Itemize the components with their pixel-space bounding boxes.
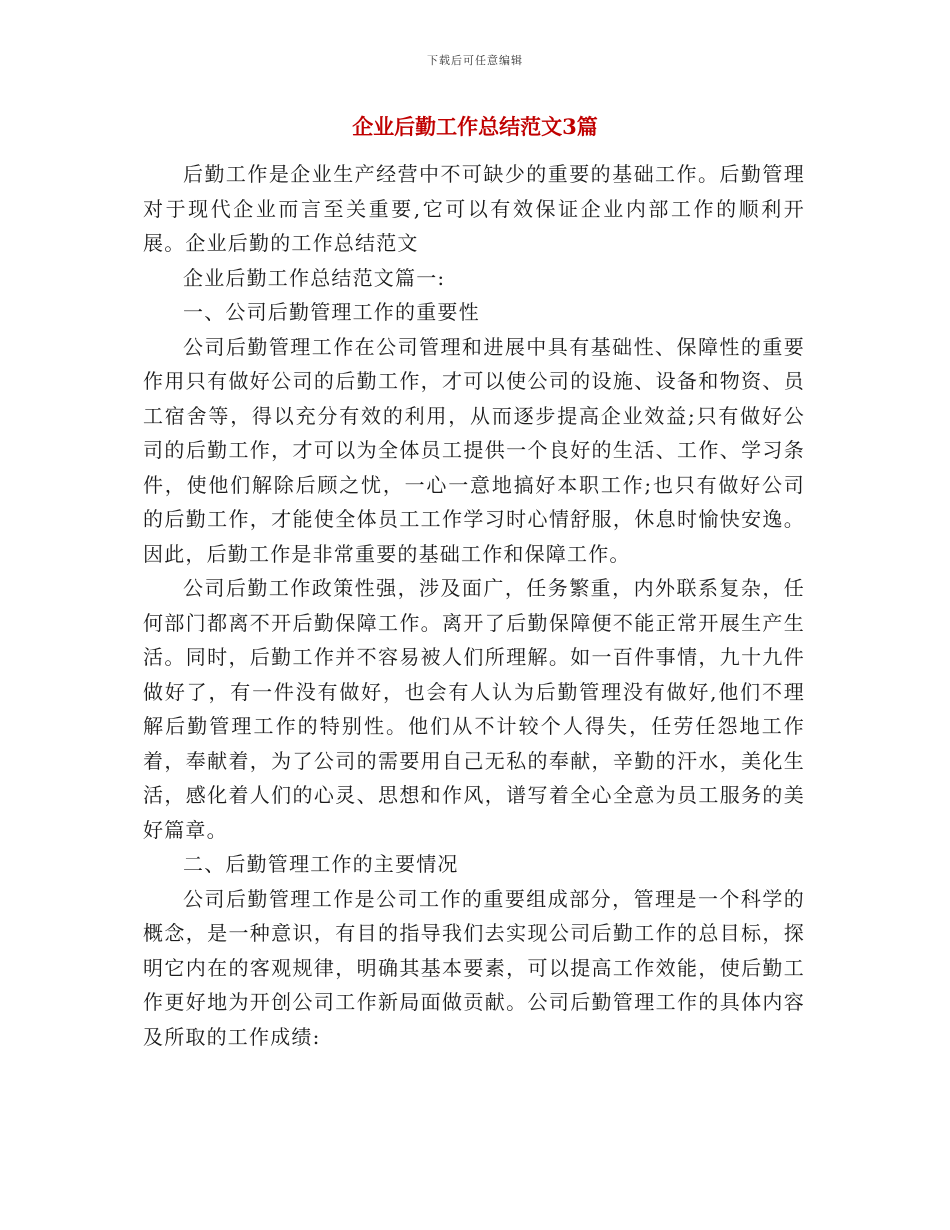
paragraph-intro: 后勤工作是企业生产经营中不可缺少的重要的基础工作。后勤管理对于现代企业而言至关重要,它可以有效保证企业内部工作的顺利开展。企业后勤的工作总结范文: [143, 162, 805, 255]
paragraph-subheading-1: 一、公司后勤管理工作的重要性: [183, 300, 480, 324]
paragraph-body-3: 公司后勤管理工作是公司工作的重要组成部分，管理是一个科学的概念，是一种意识，有目的指导我们去实现公司后勤工作的总目标，探明它内在的客观规律，明确其基本要素，可以提高工作效能，使后勤工作更好地为开创公司工作新局面做贡献。公司后勤管理工作的具体内容及所取的工作成绩:: [143, 886, 805, 1049]
paragraph-subheading-2: 二、后勤管理工作的主要情况: [183, 852, 459, 876]
header-note: 下载后可任意编辑: [427, 54, 523, 67]
document-title: 企业后勤工作总结范文3篇: [352, 114, 598, 139]
paragraph-section-heading: 企业后勤工作总结范文篇一:: [183, 265, 446, 290]
paragraph-body-2: 公司后勤工作政策性强，涉及面广，任务繁重，内外联系复杂，任何部门都离不开后勤保障工作。离开了后勤保障便不能正常开展生产生活。同时，后勤工作并不容易被人们所理解。如一百件事情，九十九件做好了，有一件没有做好，也会有人认为后勤管理没有做好,他们不理解后勤管理工作的特别性。他们从不计较个人得失，任劳任怨地工作着，奉献着，为了公司的需要用自己无私的奉献，辛勤的汗水，美化生活，感化着人们的心灵、思想和作风，谱写着全心全意为员工服务的美好篇章。: [143, 576, 805, 842]
paragraph-body-1: 公司后勤管理工作在公司管理和进展中具有基础性、保障性的重要作用只有做好公司的后勤工作，才可以使公司的设施、设备和物资、员工宿舍等，得以充分有效的利用，从而逐步提高企业效益;只有做好公司的后勤工作，才可以为全体员工提供一个良好的生活、工作、学习条件，使他们解除后顾之忧，一心一意地搞好本职工作;也只有做好公司的后勤工作，才能使全体员工工作学习时心情舒服，休息时愉快安逸。因此，后勤工作是非常重要的基础工作和保障工作。: [143, 334, 805, 566]
document-body: [143, 157, 805, 1054]
